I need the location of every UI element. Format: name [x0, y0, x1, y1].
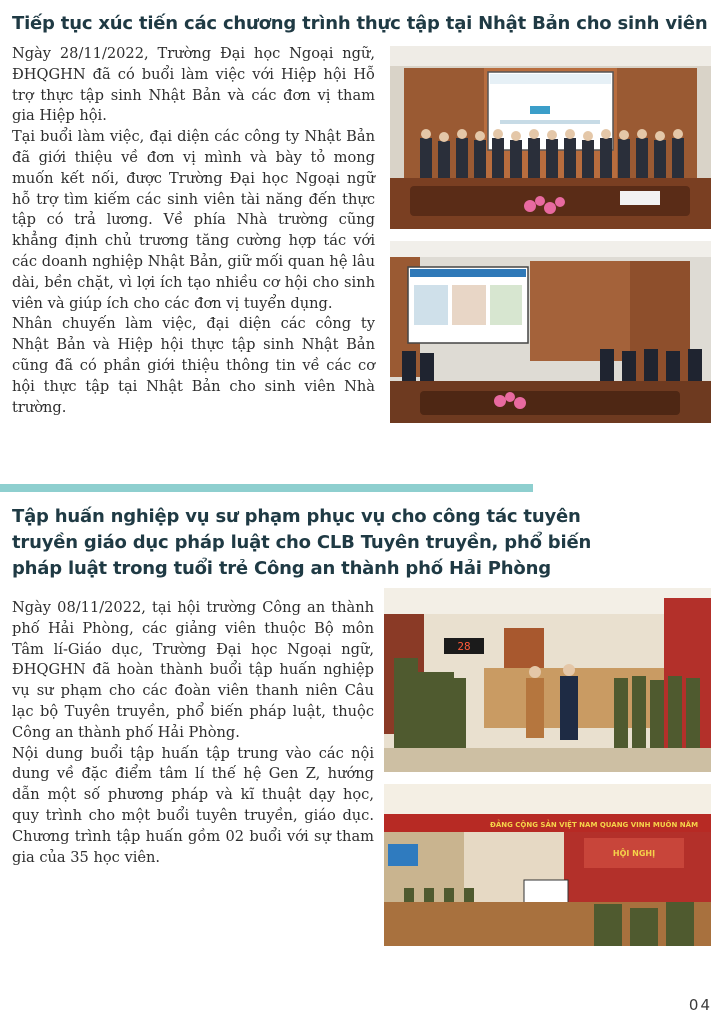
article-2-body	[12, 598, 374, 868]
article-2-paragraph: Nội dung buổi tập huấn tập trung vào các nội dung về đặc điểm tâm lí thế hệ Gen Z, hướng dẫn một số phương pháp và kĩ thuật dạy học, quy trình cho một buổi tuyên truyền, giáo dục. Chương trình tập huấn gồm 02 buổi với sự tham gia của 35 học viên.	[12, 744, 374, 866]
article-1-body	[12, 44, 375, 418]
clock-display: 28	[457, 640, 471, 653]
screen-text: HỘI NGHỊ	[612, 849, 656, 858]
article-1-paragraph: Nhân chuyến làm việc, đại diện các công ty Nhật Bản và Hiệp hội thực tập sinh Nhật Bản cũng đã có phần giới thiệu thông tin về các cơ hội thực tập tại Nhật Bản cho sinh viên Nhà trường.	[12, 315, 375, 416]
article-1-title: Tiếp tục xúc tiến các chương trình thực tập tại Nhật Bản cho sinh viên	[12, 13, 708, 34]
photo-conference-hall	[384, 784, 711, 946]
page-number: 04	[688, 996, 712, 1014]
photo-presentation-meeting	[390, 241, 711, 423]
article-2-paragraph: Ngày 08/11/2022, tại hội trường Công an thành phố Hải Phòng, các giảng viên thuộc Bộ môn Tâm lí-Giáo dục, Trường Đại học Ngoại ngữ, ĐHQGHN đã hoàn thành buổi tập huấn nghiệp vụ sư phạm cho các đoàn viên thanh niên Câu lạc bộ Tuyên truyền, phổ biến pháp luật, thuộc Công an thành phố Hải Phòng.	[12, 599, 374, 741]
article-1-paragraph: Tại buổi làm việc, đại diện các công ty Nhật Bản đã giới thiệu về đơn vị mình và bày tỏ mong muốn kết nối, được Trường Đại học Ngoại ngữ hỗ trợ tìm kiếm các sinh viên tài năng đến thực tập có trả lương. Về phía Nhà trường cũng khẳng định chủ trương tăng cường hợp tác với các doanh nghiệp Nhật Bản, giữ mối quan hệ lâu dài, bền chặt, vì lợi ích tạo nhiều cơ hội cho sinh viên và giúp ích cho các đơn vị tuyển dụng.	[12, 128, 375, 312]
section-divider	[0, 484, 533, 492]
photo-training-session	[384, 588, 711, 772]
photo-group-meeting	[390, 46, 711, 229]
article-2-title: Tập huấn nghiệp vụ sư phạm phục vụ cho công tác tuyên truyền giáo dục pháp luật cho CLB Tuyên truyền, phổ biến pháp luật trong tuổi trẻ Công an thành phố Hải Phòng	[12, 506, 592, 579]
banner-text: ĐẢNG CỘNG SẢN VIỆT NAM QUANG VINH MUÔN NĂM	[489, 821, 699, 829]
article-1-paragraph: Ngày 28/11/2022, Trường Đại học Ngoại ngữ, ĐHQGHN đã có buổi làm việc với Hiệp hội Hỗ trợ thực tập sinh Nhật Bản và các đơn vị tham gia Hiệp hội.	[12, 45, 375, 125]
